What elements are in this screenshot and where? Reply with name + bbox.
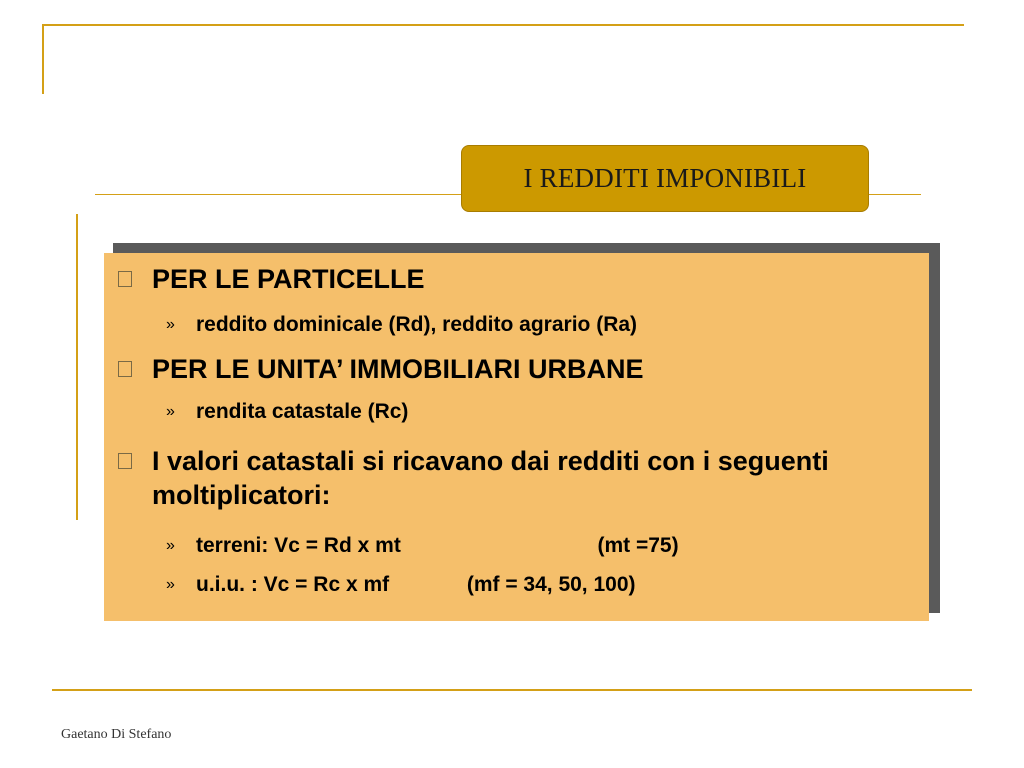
footer-author: Gaetano Di Stefano — [61, 727, 172, 742]
multiplier-note: (mt =75) — [597, 534, 679, 557]
square-bullet-icon — [118, 271, 132, 287]
bullet-item-particelle — [152, 262, 892, 296]
bullet-item-unita — [152, 352, 892, 386]
left-corner-rule — [42, 24, 44, 94]
multiplier-note: (mf = 34, 50, 100) — [466, 573, 636, 596]
sub-item-redditi — [166, 311, 876, 339]
sub-item-terreni — [166, 532, 876, 560]
item-text: rendita catastale (Rc) — [196, 400, 409, 423]
formula-text: u.i.u. : Vc = Rc x mf — [196, 573, 390, 596]
item-text: PER LE UNITA’ IMMOBILIARI URBANE — [152, 354, 644, 384]
item-text: PER LE PARTICELLE — [152, 264, 425, 294]
formula-text: terreni: Vc = Rd x mt — [196, 534, 401, 557]
slide-title: I REDDITI IMPONIBILI — [461, 145, 869, 212]
chevron-bullet-icon: » — [166, 576, 175, 593]
item-text: I valori catastali si ricavano dai redditi con i seguenti moltiplicatori: — [152, 446, 829, 510]
sub-item-rendita — [166, 398, 876, 426]
bottom-rule — [52, 689, 972, 691]
chevron-bullet-icon: » — [166, 537, 175, 554]
chevron-bullet-icon: » — [166, 403, 175, 420]
square-bullet-icon — [118, 453, 132, 469]
bullet-item-valori — [152, 444, 892, 512]
content-panel — [104, 253, 929, 621]
sub-item-uiu — [166, 571, 876, 599]
side-rule — [76, 214, 78, 520]
chevron-bullet-icon: » — [166, 316, 175, 333]
item-text: reddito dominicale (Rd), reddito agrario (Ra) — [196, 313, 638, 336]
square-bullet-icon — [118, 361, 132, 377]
top-rule — [42, 24, 964, 26]
